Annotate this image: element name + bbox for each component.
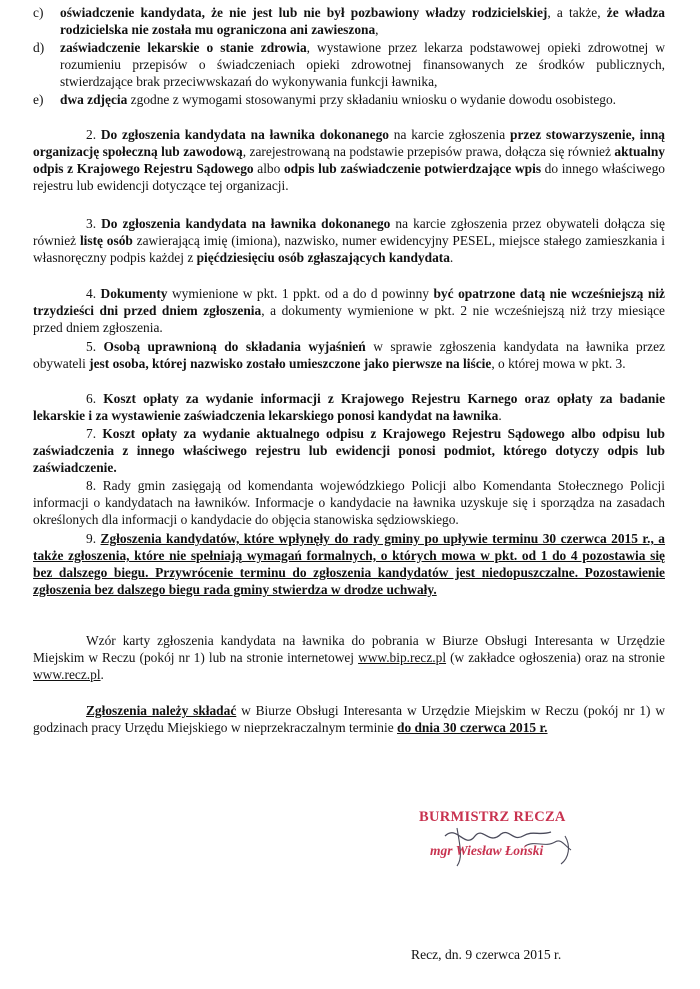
bold-text: Do zgłoszenia kandydata na ławnika dokonanego (100, 127, 389, 142)
text-run: 3. (86, 216, 102, 231)
text-run: (w zakładce ogłoszenia) oraz na stronie (446, 649, 665, 665)
bold-text: oświadczenie kandydata, że nie jest lub nie był pozbawiony władzy rodzicielskiej (60, 5, 548, 20)
text-run: 7. (86, 426, 103, 441)
paragraph-point-3 (33, 216, 665, 267)
bold-text: być opatrzone datą nie wcześniejszą niż trzydzieści dni przed dniem zgłoszenia (33, 286, 665, 318)
text-run: 5. (86, 339, 104, 354)
bold-text: Koszt opłaty za wydanie informacji z Krajowego Rejestru Karnego oraz opłaty za badanie lekarskie i za wystawienie zaświadczenia lekarskiego ponosi kandydat na ławnika (33, 391, 666, 423)
bold-text: do dnia 30 czerwca 2015 r. (397, 719, 548, 735)
list-marker: d) (33, 40, 45, 55)
text-run: , a dokumenty wymienione w pkt. 2 nie wcześniejszą niż trzy miesiące przed dniem zgłoszenia. (33, 302, 666, 335)
text-link[interactable]: www.recz.pl (33, 666, 101, 682)
mayor-stamp (405, 806, 605, 876)
bold-text: dwa zdjęcia (60, 92, 128, 107)
bold-text: jest osoba, której nazwisko zostało umieszczone jako pierwsze na liście (89, 355, 492, 371)
paragraph-point-8 (33, 478, 665, 529)
list-marker: c) (33, 5, 44, 20)
list-text (60, 92, 616, 107)
paragraph-point-5 (33, 339, 665, 373)
text-run: Wzór karty zgłoszenia kandydata na ławnika do pobrania w Biurze Obsługi Interesanta w Urzędzie Miejskim w Reczu (pokój nr 1) lub na stronie internetowej (33, 633, 665, 665)
paragraph-point-6 (33, 391, 665, 425)
list-item-e (33, 92, 665, 109)
text-run: 4. (86, 286, 101, 301)
bold-text: Zgłoszenia należy składać (86, 703, 237, 718)
text-run: na karcie zgłoszenia przez obywateli dołącza się również (33, 216, 665, 248)
paragraph-point-4 (33, 286, 665, 337)
bold-text: Zgłoszenia kandydatów, które wpłynęły do rady gminy po upływie terminu 30 czerwca 2015 r., a także zgłoszenia, które nie spełniają wymagań formalnych, o których mowa w pkt. od 1 do 4 pozostawia się bez dalszego biegu. Przywrócenie terminu do zgłoszenia kandydatów jest niedopuszczalne. Pozostawienie zgłoszenia bez dalszego biegu rada gminy stwierdza w drodze uchwały. (33, 531, 666, 597)
text-run: do innego właściwego rejestru lub ewidencji dotyczące tej organizacji. (33, 160, 665, 193)
bold-text: aktualny odpis z Krajowego Rejestru Sądowego (33, 143, 665, 176)
bold-text: listę osób (79, 232, 133, 248)
text-run: , zarejestrowaną na podstawie przepisów prawa, dołącza się również (242, 143, 615, 159)
stamp-title: BURMISTRZ RECZA (419, 809, 566, 825)
bold-text: Dokumenty (100, 286, 168, 301)
bold-text: Koszt opłaty za wydanie aktualnego odpisu z Krajowego Rejestru Sądowego albo odpisu lub zaświadczenia z innego właściwego rejestru lub ewidencji ponosi podmiot, którego dotyczy odpis lub zaświadczenie. (33, 426, 666, 475)
bold-text: Do zgłoszenia kandydata na ławnika dokonanego (101, 216, 391, 231)
text-run: zawierającą imię (imiona), nazwisko, numer ewidencyjny PESEL, miejsce stałego zamieszkania i własnoręczny podpis każdej z (33, 232, 666, 265)
list-text (60, 40, 665, 89)
list-item-c (33, 5, 665, 39)
text-run: 2. (86, 127, 101, 142)
bold-text: że władza rodzicielska nie została mu ograniczona ani zawieszona (60, 5, 665, 37)
bold-text: przez stowarzyszenie, inną organizację społeczną lub zawodową (33, 127, 665, 159)
date-line: Recz, dn. 9 czerwca 2015 r. (411, 947, 562, 962)
paragraph-submission (33, 703, 665, 737)
bold-text: Osobą uprawnioną do składania wyjaśnień (103, 339, 366, 354)
list-text (60, 5, 665, 37)
text-run: . (449, 249, 454, 265)
text-run: w sprawie zgłoszenia kandydata na ławnika przez obywateli (33, 339, 666, 371)
paragraph-point-7 (33, 426, 665, 477)
text-run: albo (253, 160, 284, 176)
paragraph-point-9 (33, 531, 665, 599)
text-run: wymienione w pkt. 1 ppkt. od a do d powinny (167, 286, 434, 301)
text-run: 6. (86, 391, 104, 406)
list-marker: e) (33, 92, 44, 107)
list-item-d (33, 40, 665, 91)
text-run: na karcie zgłoszenia (388, 127, 510, 142)
paragraph-point-2 (33, 127, 665, 195)
text-run: , a także, (547, 5, 607, 20)
text-run: 8. Rady gmin zasięgają od komendanta wojewódzkiego Policji albo Komendanta Stołecznego Policji informacji o kandydatach na ławników. Informacje o kandydacie na ławnika uzyskuje się i sporządza na zasadach określonych dla informacji o kandydacie do objęcia stanowiska sędziowskiego. (33, 478, 665, 527)
bold-text: zaświadczenie lekarskie o stanie zdrowia (60, 40, 307, 55)
stamp-name: mgr Wiesław Łoński (430, 843, 544, 858)
bold-text: odpis lub zaświadczenie potwierdzające wpis (283, 160, 542, 176)
text-run: w Biurze Obsługi Interesanta w Urzędzie Miejskim w Reczu (pokój nr 1) w godzinach pracy Urzędu Miejskiego w nieprzekraczalnym terminie (33, 703, 665, 735)
text-run: , (375, 21, 379, 37)
paragraph-form-download (33, 633, 665, 684)
text-run: , wystawione przez lekarza podstawowej opieki zdrowotnej w rozumieniu przepisów o świadczeniach opieki zdrowotnej finansowanych ze środków publicznych, stwierdzające brak przeciwwskazań do wykonywania funkcji ławnika, (60, 40, 665, 89)
bold-text: pięćdziesięciu osób zgłaszających kandydata (196, 249, 450, 265)
text-run: 9. (86, 531, 101, 546)
text-link[interactable]: www.bip.recz.pl (358, 649, 447, 665)
text-run: . (100, 666, 104, 682)
text-run: . (498, 407, 502, 423)
text-run: , o której mowa w pkt. 3. (491, 355, 626, 371)
text-run: zgodne z wymogami stosowanymi przy składaniu wniosku o wydanie dowodu osobistego. (127, 92, 617, 107)
